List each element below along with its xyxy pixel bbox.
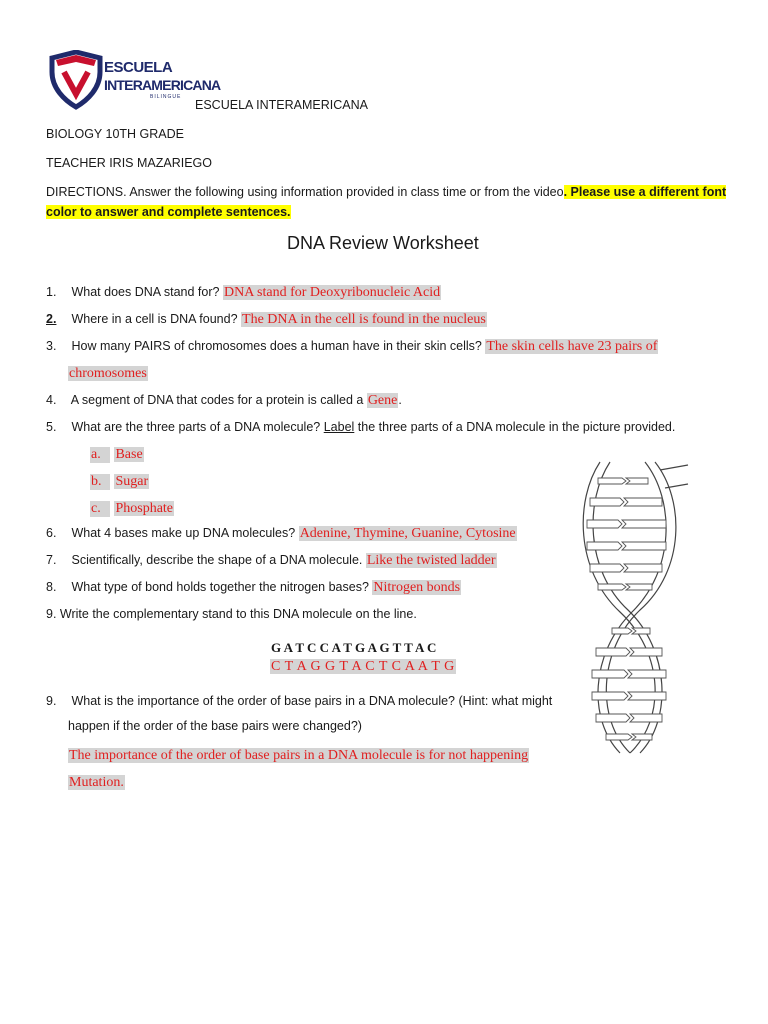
question-number: 9.: [46, 694, 57, 708]
directions-prefix: DIRECTIONS.: [46, 185, 127, 199]
answer-text-continued: Mutation.: [69, 775, 124, 790]
list-letter: c.: [90, 501, 110, 517]
list-item: [90, 472, 149, 490]
directions-highlight1: . Please use a different font: [563, 185, 727, 199]
list-answer: Phosphate: [115, 501, 174, 516]
question-text-a: What are the three parts of a DNA molecule?: [71, 420, 321, 434]
answer-text: Like the twisted ladder: [366, 553, 496, 568]
directions-text: Answer the following using information provided in class time or from the video: [126, 185, 564, 199]
question-number: 5.: [46, 420, 57, 434]
given-sequence: G A T C C A T G A G T T A C: [271, 640, 437, 655]
list-item: [90, 445, 144, 463]
school-logo: [46, 50, 221, 110]
page-title: DNA Review Worksheet: [287, 233, 479, 253]
question-number: 3.: [46, 339, 57, 353]
answer-text: The importance of the order of base pairs in a DNA molecule is for not happening: [69, 748, 529, 763]
directions-highlight2: color to answer and complete sentences.: [46, 205, 291, 219]
teacher-line: TEACHER IRIS MAZARIEGO: [46, 156, 212, 170]
question-number: 7.: [46, 553, 57, 567]
question-4: [46, 393, 402, 409]
answer-text-continued: chromosomes: [69, 366, 147, 381]
answer-text: The skin cells have 23 pairs of: [486, 339, 658, 354]
question-7: [46, 553, 497, 569]
question-number: 2.: [46, 312, 57, 326]
question-number: 4.: [46, 393, 57, 407]
list-letter: a.: [90, 447, 110, 463]
question-8: [46, 580, 461, 596]
question-text: What type of bond holds together the nitrogen bases?: [71, 580, 369, 594]
question-text: Write the complementary stand to this DNA molecule on the line.: [59, 607, 417, 621]
question-9b-line2: happen if the order of the base pairs were changed?): [68, 719, 362, 733]
question-number: 1.: [46, 285, 57, 299]
complement-sequence: C T A G G T A C T C A A T G: [271, 659, 455, 674]
question-number: 6.: [46, 526, 57, 540]
question-text-b: the three parts of a DNA molecule in the picture provided.: [357, 420, 676, 434]
question-number: 9.: [46, 607, 57, 621]
question-number: 8.: [46, 580, 57, 594]
question-9b: [46, 694, 552, 708]
question-text: A segment of DNA that codes for a protein is called a: [70, 393, 364, 407]
dna-diagram: [570, 460, 690, 755]
directions-line1: [46, 185, 726, 199]
answer-text: Gene: [367, 393, 398, 408]
question-5: [46, 420, 675, 434]
complement-sequence-wrap: [270, 657, 456, 675]
question-9: [46, 607, 417, 621]
logo-text-line2: INTERAMERICANA: [104, 77, 221, 93]
question-3-continuation: [68, 366, 148, 382]
list-letter: b.: [90, 474, 110, 490]
question-text: Where in a cell is DNA found?: [71, 312, 238, 326]
logo-text-line1: ESCUELA: [104, 59, 173, 76]
list-answer: Sugar: [115, 474, 149, 489]
answer-text: Adenine, Thymine, Guanine, Cytosine: [299, 526, 516, 541]
directions-line2: [46, 205, 291, 219]
list-answer: Base: [115, 447, 143, 462]
question-text: What does DNA stand for?: [71, 285, 220, 299]
grade-line: BIOLOGY 10TH GRADE: [46, 127, 185, 141]
question-3: [46, 339, 658, 355]
question-2: [46, 312, 487, 328]
question-text: How many PAIRS of chromosomes does a human have in their skin cells?: [71, 339, 482, 353]
answer-text: The DNA in the cell is found in the nucleus: [242, 312, 486, 327]
question-text: What 4 bases make up DNA molecules?: [71, 526, 296, 540]
logo-tagline: BILINGUE: [150, 94, 182, 100]
list-item: [90, 499, 174, 517]
answer-text: Nitrogen bonds: [373, 580, 461, 595]
question-6: [46, 526, 517, 542]
question-1: [46, 285, 441, 301]
question-9b-answer-cont: [68, 773, 125, 791]
answer-text: DNA stand for Deoxyribonucleic Acid: [223, 285, 441, 300]
question-text: What is the importance of the order of base pairs in a DNA molecule? (Hint: what might: [71, 694, 553, 708]
school-name: ESCUELA INTERAMERICANA: [195, 98, 368, 112]
question-text: Scientifically, describe the shape of a DNA molecule.: [71, 553, 363, 567]
question-text-label: Label: [323, 420, 355, 434]
question-punct: .: [398, 393, 402, 407]
question-9b-answer: [68, 746, 529, 764]
